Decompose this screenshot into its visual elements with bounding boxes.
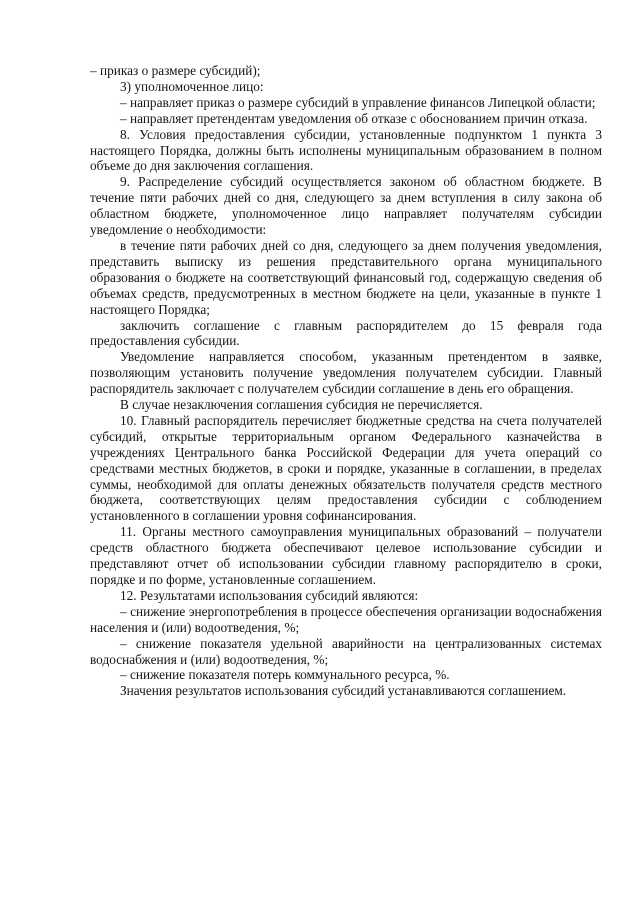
paragraph-result-accidents: – снижение показателя удельной аварийности на централизованных системах водоснабжения и (или) водоотведения, %; — [90, 635, 602, 667]
paragraph-result-values: Значения результатов использования субсидий устанавливаются соглашением. — [120, 683, 567, 699]
paragraph-send-refusal: – направляет претендентам уведомления об отказе с обоснованием причин отказа. — [120, 110, 588, 126]
paragraph-authorized-person: 3) уполномоченное лицо: — [120, 78, 264, 94]
paragraph-item-12: 12. Результатами использования субсидий являются: — [120, 587, 419, 603]
paragraph-no-agreement: В случае незаключения соглашения субсидия не перечисляется. — [120, 397, 483, 413]
paragraph-order-size: – приказ о размере субсидий); — [90, 63, 261, 78]
paragraph-notification-method: Уведомление направляется способом, указанным претендентом в заявке, позволяющим установить получение уведомления получателем субсидии. Главный распорядитель заключает с получателем субсидии соглашение в день его обращения. — [90, 349, 602, 397]
paragraph-item-9: 9. Распределение субсидий осуществляется законом об областном бюджете. В течение пяти рабочих дней со дня, следующего за днем вступления в силу закона об областном бюджете, уполномоченное лицо направляет получателям субсидии уведомление о необходимости: — [90, 174, 602, 238]
paragraph-item-11: 11. Органы местного самоуправления муниципальных образований – получатели средств областного бюджета обеспечивают целевое использование субсидии и представляют отчет об использовании субсидии главному распорядителю в сроки, порядке и по форме, установленные соглашением. — [90, 524, 602, 587]
paragraph-send-order: – направляет приказ о размере субсидий в управление финансов Липецкой области; — [120, 94, 596, 110]
paragraph-result-losses: – снижение показателя потерь коммунального ресурса, %. — [120, 667, 450, 683]
paragraph-item-10: 10. Главный распорядитель перечисляет бюджетные средства на счета получателей субсидий, открытые территориальным органом Федерального казначейства в учреждениях Центрального банка Российской Федерации для учета операций со средствами местных бюджетов, в сроки и порядке, указанные в соглашении, в пределах суммы, необходимой для оплаты денежных обязательств получателя средств местного бюджета, соответствующих целям предоставления субсидии с соблюдением установленного в соглашении уровня софинансирования. — [90, 412, 602, 524]
paragraph-item-8: 8. Условия предоставления субсидии, установленные подпунктом 1 пункта 3 настоящего Порядка, должны быть исполнены муниципальным образованием в полном объеме до дня заключения соглашения. — [90, 126, 602, 174]
paragraph-submit-extract: в течение пяти рабочих дней со дня, следующего за днем получения уведомления, представить выписку из решения представительного органа муниципального образования о бюджете на соответствующий финансовый год, содержащую сведения об объемах средств, предусмотренных в местном бюджете на цели, указанные в пункте 1 настоящего Порядка; — [90, 237, 602, 317]
paragraph-conclude-agreement: заключить соглашение с главным распорядителем до 15 февраля года предоставления субсидии. — [90, 317, 602, 349]
paragraph-result-energy: – снижение энергопотребления в процессе обеспечения организации водоснабжения населения и (или) водоотведения, %; — [90, 603, 602, 635]
